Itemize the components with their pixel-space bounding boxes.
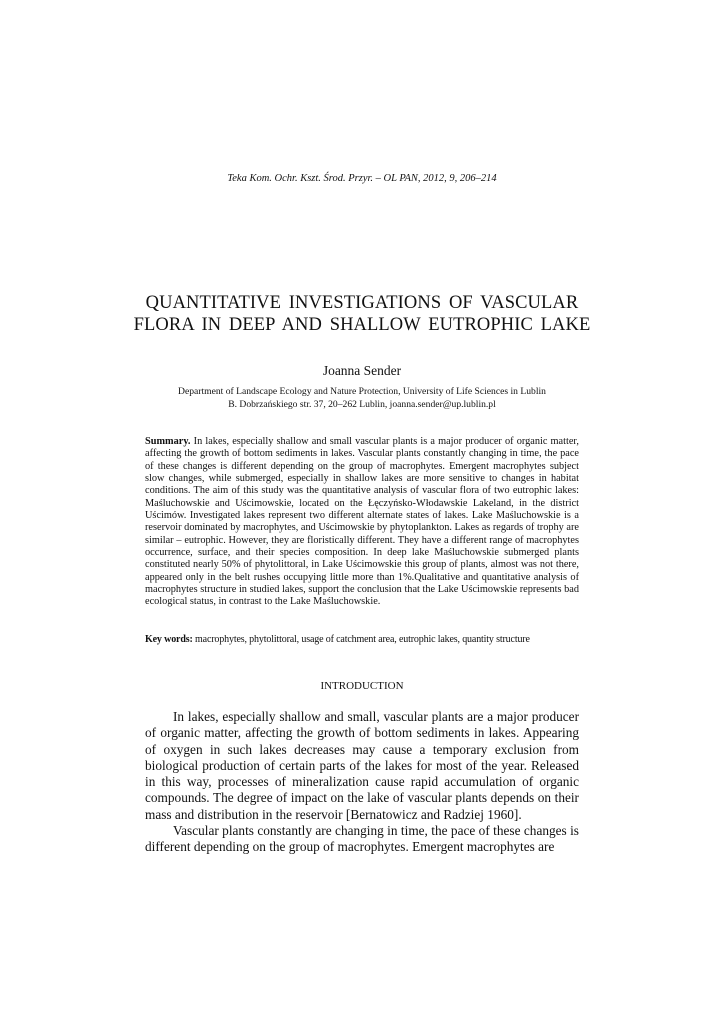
summary-text: In lakes, especially shallow and small vascular plants is a major producer of organic matter, affecting the growth of bottom sediments in lakes. Vascular plants constantly changing in time, the pace of these changes is different depending on the group of macrophytes. Emergent macrophytes subject slow changes, while submerged, especially in shallow lakes are more sensitive to changes in habitat conditions. The aim of this study was the quantitative analysis of vascular flora of two eutrophic lakes: Maśluchowskie and Uścimowskie, located on the Łęczyńsko-Włodawskie Lakeland, in the district Uścimów. Investigated lakes represent two different alternate states of lakes. Lake Maśluchowskie is a reservoir dominated by macrophytes, and Uścimowskie by phytoplankton. Lakes as regards of trophy are similar – eutrophic. However, they are floristically different. They have a different range of macrophytes occurrence, surface, and their species composition. In deep lake Maśluchowskie submerged plants constituted nearly 50% of phytolittoral, in Lake Uścimowskie this group of plants, almost was not there, appeared only in the belt rushes occupying little more than 1%.Qualitative and quantitative analysis of macrophytes structure in studied lakes, support the conclusion that the Lake Uścimowskie represents bad ecological status, in contrast to the Lake Maśluchowskie.: [145, 436, 580, 608]
affiliation-line-1: Department of Landscape Ecology and Nature Protection, University of Life Sciences in Lublin: [178, 386, 546, 397]
introduction-body: [145, 709, 579, 856]
affiliation-line-2: B. Dobrzańskiego str. 37, 20–262 Lublin, joanna.sender@up.lublin.pl: [228, 398, 496, 410]
introduction-paragraph-2: Vascular plants constantly are changing in time, the pace of these changes is different depending on the group of macrophytes. Emergent macrophytes are: [145, 823, 579, 855]
keywords-label: Key words:: [145, 634, 193, 645]
article-title-line-1: QUANTITATIVE INVESTIGATIONS OF VASCULAR: [145, 293, 579, 313]
keywords: [145, 634, 585, 646]
introduction-paragraph-1: In lakes, especially shallow and small, vascular plants are a major producer of organic matter, affecting the growth of bottom sediments in lakes. Appearing of oxygen in such lakes decreases may cause a temporary exclusion from biological production of certain parts of the lakes for most of the year. Released in this way, processes of mineralization cause rapid accumulation of organic compounds. The degree of impact on the lake of vascular plants depends on their mass and distribution in the reservoir [Bernatowicz and Radziej 1960].: [145, 709, 579, 822]
summary-label: Summary.: [145, 436, 191, 447]
article-title: [60, 292, 664, 336]
article-title-line-2: FLORA IN DEEP AND SHALLOW EUTROPHIC LAKE: [133, 315, 591, 335]
introduction-heading: INTRODUCTION: [320, 680, 404, 692]
author-affiliation: [60, 386, 664, 411]
summary-abstract: [145, 436, 579, 609]
journal-citation: Teka Kom. Ochr. Kszt. Środ. Przyr. – OL PAN, 2012, 9, 206–214: [227, 173, 497, 184]
keywords-text: macrophytes, phytolittoral, usage of catchment area, eutrophic lakes, quantity structure: [195, 634, 530, 645]
author-name: Joanna Sender: [322, 363, 402, 378]
